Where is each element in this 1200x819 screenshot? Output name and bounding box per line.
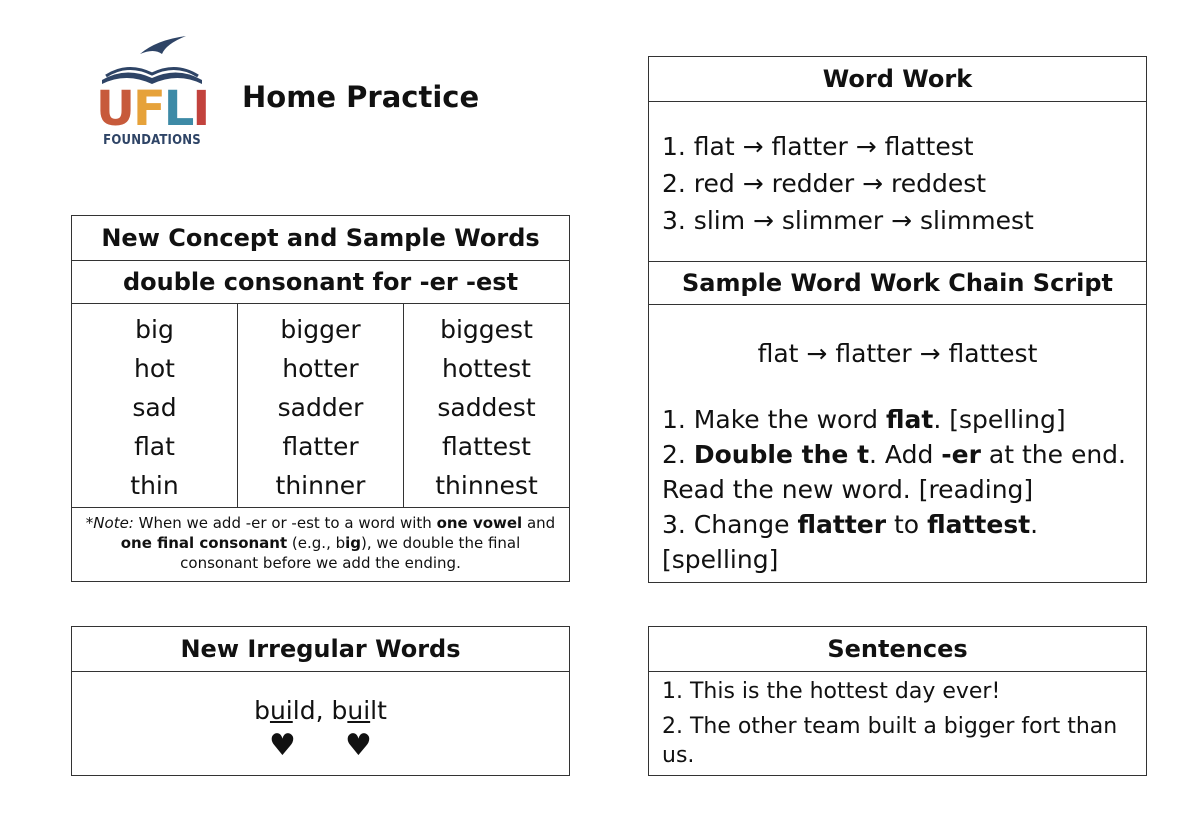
step-text: . [spelling] xyxy=(933,405,1066,434)
note-text: and xyxy=(522,514,556,532)
note-text: ), we double the final consonant before we add the ending. xyxy=(180,534,521,572)
list-item: 2. red → redder → reddest xyxy=(662,169,987,198)
list-item: 2. The other team built a bigger fort than us. xyxy=(662,714,1118,768)
word-work-title: Word Work xyxy=(649,57,1146,102)
step-text: at the end. Read the new word. [reading] xyxy=(662,440,1126,504)
word-part: b xyxy=(254,696,270,725)
sentences-list xyxy=(649,672,1146,770)
step-text: 2. xyxy=(662,440,694,469)
list-item: 3. slim → slimmer → slimmest xyxy=(662,206,1034,235)
logo-letter-u: U xyxy=(96,81,133,137)
step-bold: -er xyxy=(941,440,981,469)
base-words-column xyxy=(72,304,237,507)
step-text: . [spelling] xyxy=(662,510,1039,574)
step-text: 1. Make the word xyxy=(662,405,886,434)
chain-script xyxy=(649,402,1146,577)
sentences-panel xyxy=(648,626,1147,776)
irregular-part: ui xyxy=(269,696,293,725)
word-cell: big xyxy=(135,315,174,344)
word-cell: flattest xyxy=(442,432,531,461)
concept-panel xyxy=(71,215,570,582)
sentences-title: Sentences xyxy=(649,627,1146,672)
er-words-column xyxy=(237,304,403,507)
irregular-title: New Irregular Words xyxy=(72,627,569,672)
word-work-panel xyxy=(648,56,1147,583)
word-cell: hotter xyxy=(282,354,359,383)
note-bold: ig xyxy=(345,534,362,552)
step-bold: flatter xyxy=(797,510,887,539)
script-step xyxy=(662,402,1146,437)
page-title: Home Practice xyxy=(242,80,480,114)
note-text: (e.g., b xyxy=(287,534,346,552)
separator: , xyxy=(315,696,332,725)
est-words-column xyxy=(403,304,569,507)
list-item: 1. flat → flatter → flattest xyxy=(662,132,974,161)
note-bold: one vowel xyxy=(436,514,523,532)
irregular-words-panel xyxy=(71,626,570,776)
logo-letter-i: I xyxy=(192,81,209,137)
note-bold: one final consonant xyxy=(120,534,288,552)
chain-script-title: Sample Word Work Chain Script xyxy=(649,262,1146,305)
step-text: 3. Change xyxy=(662,510,798,539)
irregular-part: ui xyxy=(347,696,371,725)
word-cell: hot xyxy=(134,354,175,383)
word-part: ld xyxy=(292,696,316,725)
word-cell: biggest xyxy=(440,315,533,344)
sample-words-grid xyxy=(72,304,569,508)
word-cell: sadder xyxy=(277,393,364,422)
word-cell: flatter xyxy=(282,432,359,461)
list-item: 1. This is the hottest day ever! xyxy=(662,679,1001,704)
word-cell: bigger xyxy=(280,315,361,344)
heart-icon: ♥ xyxy=(345,728,372,763)
word-part: lt xyxy=(370,696,387,725)
chain-example: flat → flatter → flattest xyxy=(757,339,1038,368)
note-text: When we add -er or -est to a word with xyxy=(133,514,437,532)
word-cell: flat xyxy=(134,432,175,461)
logo-letter-f: F xyxy=(132,81,164,137)
heart-markers xyxy=(72,728,569,763)
concept-subtitle: double consonant for -er -est xyxy=(72,261,569,304)
word-cell: thinner xyxy=(275,471,366,500)
word-work-list xyxy=(649,102,1146,262)
concept-note xyxy=(72,508,569,578)
step-text: to xyxy=(886,510,928,539)
logo-letter-l: L xyxy=(163,81,193,137)
heart-icon: ♥ xyxy=(269,728,296,763)
word-cell: hottest xyxy=(442,354,531,383)
ufli-logo xyxy=(96,34,208,154)
word-cell: thin xyxy=(130,471,179,500)
script-step xyxy=(662,437,1146,507)
word-cell: sad xyxy=(132,393,177,422)
step-text: . Add xyxy=(869,440,942,469)
irregular-words xyxy=(72,696,569,725)
step-bold: Double the t xyxy=(693,440,870,469)
logo-subtitle: FOUNDATIONS xyxy=(103,133,201,148)
word-cell: saddest xyxy=(437,393,536,422)
word-cell: thinnest xyxy=(435,471,538,500)
step-bold: flat xyxy=(885,405,934,434)
word-part: b xyxy=(331,696,348,725)
concept-title: New Concept and Sample Words xyxy=(72,216,569,261)
script-step xyxy=(662,507,1146,577)
step-bold: flattest xyxy=(927,510,1031,539)
note-label: *Note: xyxy=(85,514,134,532)
